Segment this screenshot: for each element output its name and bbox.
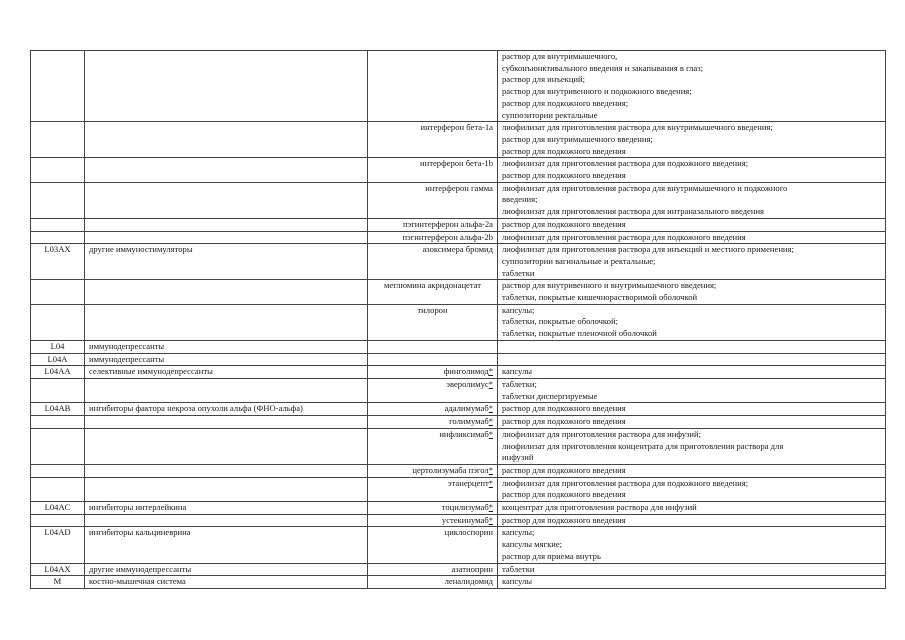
drug-name: интерферон бета-1a: [420, 122, 493, 133]
drug-name-cell: [368, 563, 498, 576]
drug-name-cell: [368, 340, 498, 353]
dosage-form-line: капсулы;: [502, 304, 535, 315]
dosage-forms-cell: [498, 280, 886, 304]
pharmacological-group-cell: [85, 122, 368, 158]
dosage-forms-cell: [498, 464, 886, 477]
dosage-forms-cell: [498, 244, 886, 280]
pharmacological-group-cell: [85, 464, 368, 477]
dosage-form-line: [502, 354, 881, 366]
dosage-forms-cell: [498, 158, 886, 182]
dosage-form-line: лиофилизат для приготовления раствора для инъекций и местного применения;: [502, 244, 794, 255]
dosage-form-line: таблетки: [502, 267, 535, 278]
drug-name: тилорон: [417, 304, 448, 315]
dosage-form-line: лиофилизат для приготовления раствора для подкожного введения;: [502, 158, 749, 169]
dosage-form-line: инфузий: [502, 452, 534, 463]
dosage-form-line: раствор для подкожного введения: [502, 416, 626, 427]
pharmacological-group-cell: другие иммунодепрессанты: [85, 563, 368, 576]
table-row: [31, 158, 886, 182]
drug-name: голимумаб: [449, 416, 489, 427]
pharmacological-group-cell: [85, 477, 368, 501]
dosage-forms-cell: [498, 378, 886, 402]
dosage-form-line: раствор для подкожного введения: [502, 170, 626, 181]
pharmacological-group-cell: [85, 51, 368, 122]
footnote-mark: *: [488, 477, 493, 488]
pharmacological-group-cell: [85, 428, 368, 464]
dosage-forms-cell: [498, 403, 886, 416]
drug-name: пэгинтерферон альфа-2a: [402, 218, 493, 229]
dosage-forms-cell: [498, 340, 886, 353]
dosage-form-line: капсулы: [502, 366, 533, 377]
medication-table: [30, 50, 886, 589]
footnote-mark: *: [488, 502, 493, 513]
footnote-mark: *: [488, 366, 493, 377]
atc-code-cell: L04AX: [31, 563, 85, 576]
dosage-form-line: таблетки диспергируемые: [502, 390, 598, 401]
pharmacological-group-cell: [85, 280, 368, 304]
pharmacological-group-cell: [85, 182, 368, 218]
dosage-form-line: таблетки, покрытые пленочной оболочкой: [502, 328, 657, 339]
drug-name-cell: [368, 502, 498, 515]
atc-code-cell: L04A: [31, 353, 85, 366]
dosage-form-line: концентрат для приготовления раствора для инфузий: [502, 502, 697, 513]
document-page: [30, 50, 885, 589]
table-row: [31, 428, 886, 464]
table-row: [31, 514, 886, 527]
drug-name: финголимод: [443, 366, 489, 377]
drug-name-cell: [368, 428, 498, 464]
drug-name: интерферон гамма: [425, 182, 493, 193]
pharmacological-group-cell: ингибиторы кальциневрина: [85, 527, 368, 563]
dosage-form-line: раствор для подкожного введения: [502, 514, 626, 525]
atc-code-cell: [31, 231, 85, 244]
atc-code-cell: [31, 51, 85, 122]
atc-code-cell: [31, 182, 85, 218]
atc-code-cell: [31, 304, 85, 340]
pharmacological-group-cell: селективные иммунодепрессанты: [85, 366, 368, 379]
pharmacological-group-cell: [85, 304, 368, 340]
dosage-form-line: лиофилизат для приготовления раствора для внутримышечного введения;: [502, 122, 773, 133]
dosage-form-line: раствор для подкожного введения: [502, 489, 626, 500]
dosage-form-line: суппозитории ректальные: [502, 109, 598, 120]
pharmacological-group-cell: [85, 378, 368, 402]
dosage-forms-cell: [498, 304, 886, 340]
dosage-forms-cell: [498, 231, 886, 244]
atc-code-cell: [31, 218, 85, 231]
dosage-form-line: лиофилизат для приготовления раствора для подкожного введения: [502, 231, 746, 242]
dosage-forms-cell: [498, 527, 886, 563]
table-row: [31, 416, 886, 429]
dosage-form-line: раствор для внутримышечного,: [502, 51, 618, 61]
drug-name: азатиоприн: [451, 563, 493, 574]
dosage-form-line: капсулы: [502, 576, 533, 587]
table-row: [31, 231, 886, 244]
dosage-form-line: [502, 341, 881, 353]
dosage-form-line: раствор для инъекций;: [502, 74, 586, 85]
table-row: [31, 182, 886, 218]
dosage-form-line: лиофилизат для приготовления раствора для подкожного введения;: [502, 477, 749, 488]
pharmacological-group-cell: [85, 218, 368, 231]
table-row: [31, 366, 886, 379]
dosage-form-line: капсулы;: [502, 527, 535, 538]
dosage-form-line: лиофилизат для приготовления концентрата для приготовления раствора для: [502, 440, 784, 451]
dosage-form-line: таблетки, покрытые оболочкой;: [502, 316, 618, 327]
drug-name: цертолизумаба пэгол: [412, 464, 489, 475]
dosage-form-line: раствор для подкожного введения;: [502, 97, 629, 108]
table-row: [31, 502, 886, 515]
table-body: [31, 51, 886, 589]
drug-name: адалимумаб: [444, 403, 489, 414]
dosage-forms-cell: [498, 366, 886, 379]
dosage-form-line: раствор для подкожного введения: [502, 403, 626, 414]
pharmacological-group-cell: [85, 514, 368, 527]
atc-code-cell: [31, 428, 85, 464]
dosage-form-line: раствор для подкожного введения: [502, 145, 626, 156]
drug-name-cell: [368, 51, 498, 122]
pharmacological-group-cell: иммунодепрессанты: [85, 353, 368, 366]
footnote-mark: *: [488, 378, 493, 389]
table-row: [31, 378, 886, 402]
drug-name-cell: [368, 477, 498, 501]
dosage-form-line: лиофилизат для приготовления раствора для инфузий;: [502, 428, 701, 439]
dosage-forms-cell: [498, 416, 886, 429]
table-row: [31, 51, 886, 122]
drug-name-cell: [368, 403, 498, 416]
dosage-form-line: раствор для приема внутрь: [502, 550, 601, 561]
atc-code-cell: L04AA: [31, 366, 85, 379]
dosage-form-line: таблетки: [502, 563, 535, 574]
dosage-form-line: раствор для внутривенного и внутримышечного введения;: [502, 280, 717, 291]
drug-name: интерферон бета-1b: [420, 158, 493, 169]
table-row: [31, 280, 886, 304]
drug-name-cell: [368, 218, 498, 231]
footnote-mark: *: [488, 428, 493, 439]
table-row: [31, 353, 886, 366]
atc-code-cell: [31, 464, 85, 477]
drug-name-cell: [368, 353, 498, 366]
atc-code-cell: [31, 280, 85, 304]
dosage-form-line: раствор для внутривенного и подкожного введения;: [502, 86, 692, 97]
atc-code-cell: [31, 122, 85, 158]
table-row: [31, 122, 886, 158]
table-row: [31, 218, 886, 231]
pharmacological-group-cell: иммунодепрессанты: [85, 340, 368, 353]
drug-name: пэгинтерферон альфа-2b: [402, 231, 493, 242]
table-row: [31, 244, 886, 280]
dosage-forms-cell: [498, 428, 886, 464]
drug-name-cell: [368, 464, 498, 477]
pharmacological-group-cell: ингибиторы интерлейкина: [85, 502, 368, 515]
drug-name-cell: [368, 182, 498, 218]
pharmacological-group-cell: другие иммуностимуляторы: [85, 244, 368, 280]
dosage-form-line: лиофилизат для приготовления раствора для внутримышечного и подкожного: [502, 182, 788, 193]
atc-code-cell: [31, 158, 85, 182]
footnote-mark: *: [488, 403, 493, 414]
dosage-forms-cell: [498, 218, 886, 231]
dosage-forms-cell: [498, 122, 886, 158]
drug-name: инфликсимаб: [439, 428, 489, 439]
footnote-mark: *: [488, 514, 493, 525]
atc-code-cell: [31, 378, 85, 402]
dosage-form-line: таблетки;: [502, 378, 537, 389]
pharmacological-group-cell: ингибиторы фактора некроза опухоли альфа (ФНО-альфа): [85, 403, 368, 416]
drug-name-cell: [368, 304, 498, 340]
atc-code-cell: L04: [31, 340, 85, 353]
atc-code-cell: L04AC: [31, 502, 85, 515]
atc-code-cell: [31, 416, 85, 429]
drug-name-cell: [368, 122, 498, 158]
atc-code-cell: L04AB: [31, 403, 85, 416]
table-row: [31, 304, 886, 340]
table-row: [31, 340, 886, 353]
footnote-mark: *: [488, 416, 493, 427]
dosage-forms-cell: [498, 353, 886, 366]
drug-name-cell: [368, 416, 498, 429]
dosage-form-line: раствор для внутримышечного введения;: [502, 133, 653, 144]
drug-name-cell: [368, 366, 498, 379]
table-row: [31, 576, 886, 589]
drug-name: этанерцепт: [447, 477, 489, 488]
drug-name-cell: [368, 244, 498, 280]
pharmacological-group-cell: костно-мышечная система: [85, 576, 368, 589]
table-row: [31, 477, 886, 501]
dosage-form-line: раствор для подкожного введения: [502, 464, 626, 475]
drug-name: циклоспорин: [444, 527, 493, 538]
dosage-form-line: раствор для подкожного введения: [502, 218, 626, 229]
pharmacological-group-cell: [85, 231, 368, 244]
table-row: [31, 527, 886, 563]
table-row: [31, 403, 886, 416]
drug-name-cell: [368, 527, 498, 563]
pharmacological-group-cell: [85, 158, 368, 182]
dosage-forms-cell: [498, 576, 886, 589]
dosage-form-line: лиофилизат для приготовления раствора для интраназального введения: [502, 206, 764, 217]
drug-name: меглюмина акридонацетат: [383, 280, 482, 291]
dosage-form-line: суппозитории вагинальные и ректальные;: [502, 255, 656, 266]
table-row: [31, 563, 886, 576]
drug-name-cell: [368, 231, 498, 244]
dosage-forms-cell: [498, 514, 886, 527]
drug-name-cell: [368, 378, 498, 402]
dosage-form-line: капсулы мягкие;: [502, 539, 563, 550]
atc-code-cell: M: [31, 576, 85, 589]
atc-code-cell: [31, 477, 85, 501]
dosage-forms-cell: [498, 563, 886, 576]
drug-name-cell: [368, 158, 498, 182]
drug-name: эверолимус: [446, 378, 489, 389]
pharmacological-group-cell: [85, 416, 368, 429]
drug-name: леналидомид: [444, 576, 493, 587]
drug-name: тоцилизумаб: [441, 502, 489, 513]
table-row: [31, 464, 886, 477]
dosage-form-line: таблетки, покрытые кишечнорастворимой оболочкой: [502, 292, 698, 303]
dosage-form-line: введения;: [502, 194, 538, 205]
drug-name: устекинумаб: [441, 514, 489, 525]
dosage-forms-cell: [498, 182, 886, 218]
atc-code-cell: [31, 514, 85, 527]
drug-name-cell: [368, 576, 498, 589]
dosage-forms-cell: [498, 477, 886, 501]
atc-code-cell: L03AX: [31, 244, 85, 280]
drug-name: азоксимера бромид: [422, 244, 493, 255]
drug-name-cell: [368, 280, 498, 304]
footnote-mark: *: [488, 464, 493, 475]
atc-code-cell: L04AD: [31, 527, 85, 563]
dosage-forms-cell: [498, 502, 886, 515]
dosage-forms-cell: [498, 51, 886, 122]
drug-name-cell: [368, 514, 498, 527]
dosage-form-line: субконъюнктивального введения и закапывания в глаз;: [502, 62, 704, 73]
